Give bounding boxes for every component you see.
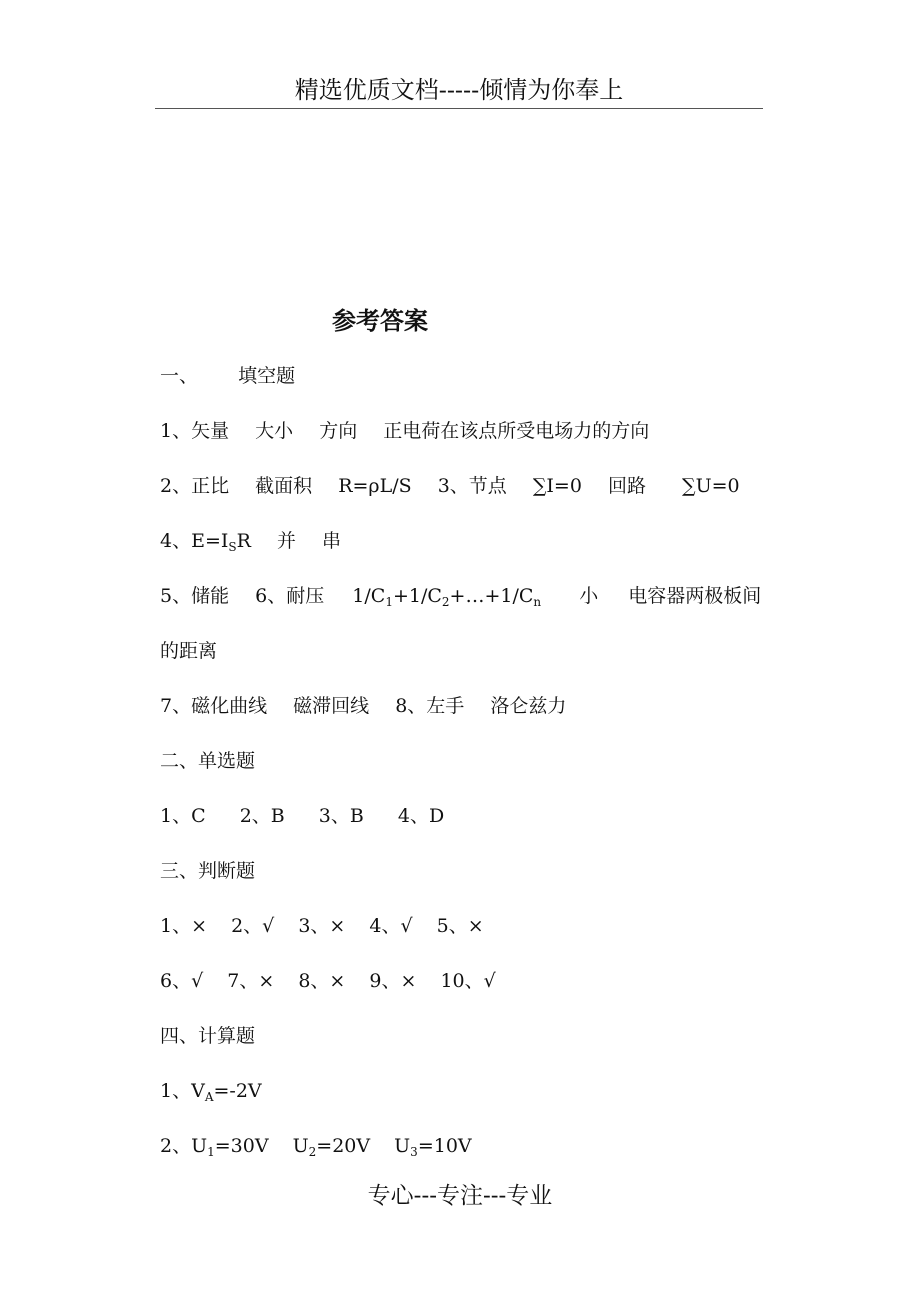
page-title: 参考答案	[332, 306, 428, 335]
answer-7-item-2: 磁滞回线	[293, 695, 370, 717]
choice-answer: 3、B	[318, 805, 364, 827]
judge-answer: 7、×	[227, 970, 275, 992]
answer-1-item-4: 正电荷在该点所受电场力的方向	[383, 420, 650, 442]
answer-line-4	[160, 528, 341, 560]
calc-answer-2	[160, 1133, 472, 1165]
section-3-row-2	[160, 968, 496, 994]
calc-u2: $U_2=20V$	[292, 1135, 371, 1159]
answer-line-6-continued: 的距离	[160, 640, 218, 662]
judge-answer: 4、√	[369, 915, 413, 937]
judge-answer: 9、×	[369, 970, 417, 992]
answer-6-formula: $1/C_1+1/C_2+\dots+1/C_n$	[352, 585, 542, 609]
answer-8-label: 8、左手	[395, 695, 465, 717]
answer-5-label: 5、储能	[160, 585, 230, 607]
calc-answer-1: 1、$V_A=-2V$	[160, 1080, 262, 1104]
answer-line-1	[160, 418, 649, 444]
choice-answer: 4、D	[397, 805, 445, 827]
answer-6-label: 6、耐压	[255, 585, 325, 607]
choice-answer: 2、B	[239, 805, 285, 827]
judge-answer: 6、√	[160, 970, 204, 992]
answer-line-7	[160, 693, 566, 719]
answer-6-item-3: 电容器两极板间	[628, 585, 762, 607]
judge-answer: 1、×	[160, 915, 208, 937]
answer-4-item-2: 并	[276, 530, 296, 552]
answer-line-2	[160, 473, 740, 499]
judge-answer: 2、√	[231, 915, 275, 937]
answer-3-label: 3、节点	[437, 475, 507, 497]
section-2-answers	[160, 803, 444, 829]
calc-u3: $U_3=10V$	[394, 1135, 472, 1159]
section-3-heading: 三、判断题	[160, 860, 256, 882]
answer-4-item-3: 串	[322, 530, 342, 552]
judge-answer: 8、×	[298, 970, 346, 992]
answer-6-item-2: 小	[579, 585, 599, 607]
answer-7-label: 7、磁化曲线	[160, 695, 268, 717]
answer-3-item-3: 回路	[607, 475, 646, 497]
section-1-title: 填空题	[238, 365, 296, 387]
section-1-heading	[160, 363, 295, 389]
answer-4-formula: 4、$E=I_SR$	[160, 530, 251, 554]
answer-2-label: 2、正比	[160, 475, 230, 497]
answer-8-item-2: 洛仑兹力	[490, 695, 567, 717]
answer-3-item-2: ∑I=0	[532, 475, 582, 497]
choice-answer: 1、C	[160, 805, 206, 827]
calc-u1: 2、$U_1=30V$	[160, 1135, 269, 1159]
section-4-heading: 四、计算题	[160, 1025, 256, 1047]
answer-3-item-4: ∑U=0	[682, 475, 740, 497]
answer-1-item-3: 方向	[319, 420, 358, 442]
judge-answer: 3、×	[298, 915, 346, 937]
answer-1-label: 1、矢量	[160, 420, 230, 442]
judge-answer: 5、×	[436, 915, 484, 937]
section-3-row-1	[160, 913, 484, 939]
judge-answer: 10、√	[440, 970, 496, 992]
answer-line-5	[160, 583, 761, 615]
answer-2-formula: R=ρL/S	[338, 475, 412, 497]
answer-2-item-2: 截面积	[255, 475, 313, 497]
answer-1-item-2: 大小	[255, 420, 294, 442]
section-2-heading: 二、单选题	[160, 750, 256, 772]
section-1-number: 一、	[160, 365, 199, 387]
page-footer: 专心---专注---专业	[367, 1183, 553, 1209]
page-header: 精选优质文档-----倾情为你奉上	[155, 72, 763, 109]
